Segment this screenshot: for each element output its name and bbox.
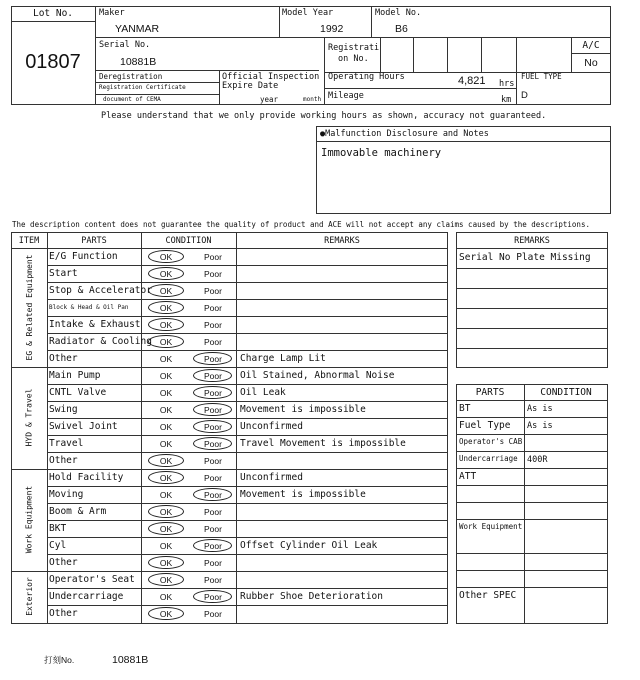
poor-selected-circle: [193, 369, 232, 382]
ok-option: OK: [159, 558, 173, 568]
parts-row-name: BT: [459, 403, 471, 414]
col-parts-header: PARTS: [81, 236, 107, 246]
ok-option: OK: [159, 490, 173, 500]
hrs-label: hrs: [499, 79, 515, 89]
poor-option: Poor: [204, 592, 222, 602]
ok-option: OK: [159, 456, 173, 466]
remark-text: Oil Stained, Abnormal Noise: [240, 370, 395, 381]
poor-option: Poor: [204, 575, 222, 585]
ok-option: OK: [159, 422, 173, 432]
malfunction-title: ●Malfunction Disclosure and Notes: [320, 129, 489, 139]
group-label: HYD & Travel: [24, 388, 34, 447]
poor-option: Poor: [204, 337, 222, 347]
ok-option: OK: [159, 507, 173, 517]
ok-selected-circle: [148, 505, 184, 518]
poor-selected-circle: [193, 488, 232, 501]
remark-text: Movement is impossible: [240, 489, 366, 500]
ok-option: OK: [159, 252, 173, 262]
fuel-type-label: FUEL TYPE: [521, 72, 562, 81]
registration-no-label-2: on No.: [338, 54, 369, 64]
parts-row-condition: 400R: [527, 455, 548, 465]
ok-option: OK: [159, 286, 173, 296]
group-label: Work Equipment: [24, 485, 34, 554]
right-remark-row: Serial No Plate Missing: [459, 252, 591, 263]
poor-option: Poor: [204, 490, 222, 500]
part-name: Cyl: [49, 540, 67, 551]
part-name: Start: [49, 268, 78, 279]
malfunction-box: [316, 126, 611, 214]
remark-text: Unconfirmed: [240, 472, 303, 483]
ok-option: OK: [159, 609, 173, 619]
poor-selected-circle: [193, 437, 232, 450]
part-name: Moving: [49, 489, 84, 500]
poor-selected-circle: [193, 403, 232, 416]
part-name: CNTL Valve: [49, 387, 107, 398]
part-name: Other: [49, 455, 78, 466]
part-name: Other: [49, 557, 78, 568]
parts-row-name: Work Equipment: [459, 522, 523, 531]
operating-hours-label: Operating Hours: [328, 72, 405, 82]
poor-option: Poor: [204, 354, 222, 364]
document-cema-label: document of CEMA: [103, 96, 161, 103]
ok-selected-circle: [148, 335, 184, 348]
ok-selected-circle: [148, 573, 184, 586]
ok-selected-circle: [148, 522, 184, 535]
part-name: Main Pump: [49, 370, 101, 381]
ok-option: OK: [159, 354, 173, 364]
poor-option: Poor: [204, 473, 222, 483]
parts-row-name: Operator's CAB: [459, 437, 523, 446]
parts-row-name: Other SPEC: [459, 590, 517, 601]
right-remarks-header: REMARKS: [514, 236, 550, 246]
official-inspection-label: Official Inspection: [222, 72, 320, 82]
expire-date-label: Expire Date: [222, 81, 279, 91]
part-name: Operator's Seat: [49, 574, 135, 585]
poor-option: Poor: [204, 439, 222, 449]
part-name: Hold Facility: [49, 472, 124, 483]
part-name: Swivel Joint: [49, 421, 118, 432]
operating-hours-value: 4,821: [458, 75, 486, 87]
ac-value: No: [584, 57, 598, 69]
km-label: km: [501, 95, 512, 105]
part-name: BKT: [49, 523, 67, 534]
ok-selected-circle: [148, 471, 184, 484]
ok-selected-circle: [148, 556, 184, 569]
col-item-header: ITEM: [18, 236, 40, 246]
registration-certificate-label: Registration Certificate: [99, 84, 186, 91]
poor-option: Poor: [204, 405, 222, 415]
part-name: Travel: [49, 438, 84, 449]
col-remarks-header: REMARKS: [324, 236, 360, 246]
poor-option: Poor: [204, 286, 222, 296]
poor-option: Poor: [204, 541, 222, 551]
poor-option: Poor: [204, 609, 222, 619]
part-name: Swing: [49, 404, 78, 415]
ok-selected-circle: [148, 301, 184, 314]
parts-row-condition: As is: [527, 421, 553, 431]
ok-selected-circle: [148, 454, 184, 467]
group-label: EG & Related Equipment: [24, 254, 34, 360]
maker-label: Maker: [99, 8, 125, 18]
poor-option: Poor: [204, 558, 222, 568]
malfunction-text: Immovable machinery: [321, 147, 442, 159]
poor-option: Poor: [204, 456, 222, 466]
poor-selected-circle: [193, 420, 232, 433]
remark-text: Unconfirmed: [240, 421, 303, 432]
poor-selected-circle: [193, 539, 232, 552]
ok-selected-circle: [148, 607, 184, 620]
parts-col-header: PARTS: [475, 387, 505, 398]
serial-no-label: Serial No.: [99, 40, 151, 50]
parts-row-condition: As is: [527, 404, 553, 414]
lot-no-value: 01807: [25, 51, 81, 73]
poor-option: Poor: [204, 269, 222, 279]
ok-option: OK: [159, 337, 173, 347]
month-label: month: [303, 96, 322, 103]
stamp-no-value: 10881B: [112, 654, 149, 666]
poor-selected-circle: [193, 590, 232, 603]
remark-text: Offset Cylinder Oil Leak: [240, 540, 378, 551]
working-hours-notice: Please understand that we only provide working hours as shown, accuracy not guaranteed.: [101, 111, 547, 121]
poor-option: Poor: [204, 422, 222, 432]
poor-option: Poor: [204, 252, 222, 262]
poor-selected-circle: [193, 386, 232, 399]
ok-option: OK: [159, 524, 173, 534]
ok-option: OK: [159, 303, 173, 313]
col-condition-header: CONDITION: [165, 236, 212, 246]
part-name: Block & Head & Oil Pan: [49, 304, 129, 311]
model-year-label: Model Year: [282, 8, 334, 18]
ac-label: A/C: [582, 40, 600, 51]
ok-selected-circle: [148, 284, 184, 297]
part-name: Other: [49, 353, 78, 364]
poor-option: Poor: [204, 371, 222, 381]
group-label: Exterior: [24, 576, 34, 616]
poor-option: Poor: [204, 303, 222, 313]
ok-option: OK: [159, 439, 173, 449]
ok-option: OK: [159, 473, 173, 483]
disclaimer-text: The description content does not guarantee the quality of product and ACE will not accept any claims caused by the descriptions.: [12, 220, 590, 229]
poor-option: Poor: [204, 507, 222, 517]
remark-text: Charge Lamp Lit: [240, 353, 326, 364]
ok-selected-circle: [148, 318, 184, 331]
remark-text: Rubber Shoe Deterioration: [240, 591, 383, 602]
parts-row-name: Fuel Type: [459, 420, 511, 431]
remark-text: Travel Movement is impossible: [240, 438, 406, 449]
ok-selected-circle: [148, 267, 184, 280]
model-year-value: 1992: [320, 23, 344, 35]
ok-option: OK: [159, 575, 173, 585]
part-name: Stop & Accelerator: [49, 285, 152, 296]
fuel-type-value: D: [521, 90, 528, 101]
ok-option: OK: [159, 320, 173, 330]
ok-option: OK: [159, 592, 173, 602]
part-name: E/G Function: [49, 251, 118, 262]
poor-option: Poor: [204, 320, 222, 330]
condition-col-header: CONDITION: [540, 387, 592, 398]
poor-selected-circle: [193, 352, 232, 365]
model-no-label: Model No.: [375, 8, 422, 18]
poor-option: Poor: [204, 388, 222, 398]
stamp-no-label: 打刻No.: [44, 655, 75, 665]
remark-text: Movement is impossible: [240, 404, 366, 415]
part-name: Radiator & Cooling: [49, 336, 152, 347]
ok-option: OK: [159, 388, 173, 398]
parts-row-name: Undercarriage: [459, 454, 518, 463]
part-name: Undercarriage: [49, 591, 124, 602]
registration-no-label-1: Registrati: [328, 43, 380, 53]
poor-option: Poor: [204, 524, 222, 534]
mileage-label: Mileage: [328, 91, 364, 101]
part-name: Intake & Exhaust: [49, 319, 141, 330]
part-name: Boom & Arm: [49, 506, 107, 517]
year-label: year: [260, 95, 279, 104]
lot-no-label: Lot No.: [32, 8, 74, 19]
ok-option: OK: [159, 269, 173, 279]
ok-option: OK: [159, 405, 173, 415]
deregistration-label: Deregistration: [99, 72, 163, 81]
serial-no-value: 10881B: [120, 56, 157, 68]
ok-selected-circle: [148, 250, 184, 263]
ok-option: OK: [159, 371, 173, 381]
parts-row-name: ATT: [459, 471, 477, 482]
maker-value: YANMAR: [115, 23, 160, 35]
ok-option: OK: [159, 541, 173, 551]
part-name: Other: [49, 608, 78, 619]
model-no-value: B6: [395, 23, 408, 35]
remark-text: Oil Leak: [240, 387, 286, 398]
